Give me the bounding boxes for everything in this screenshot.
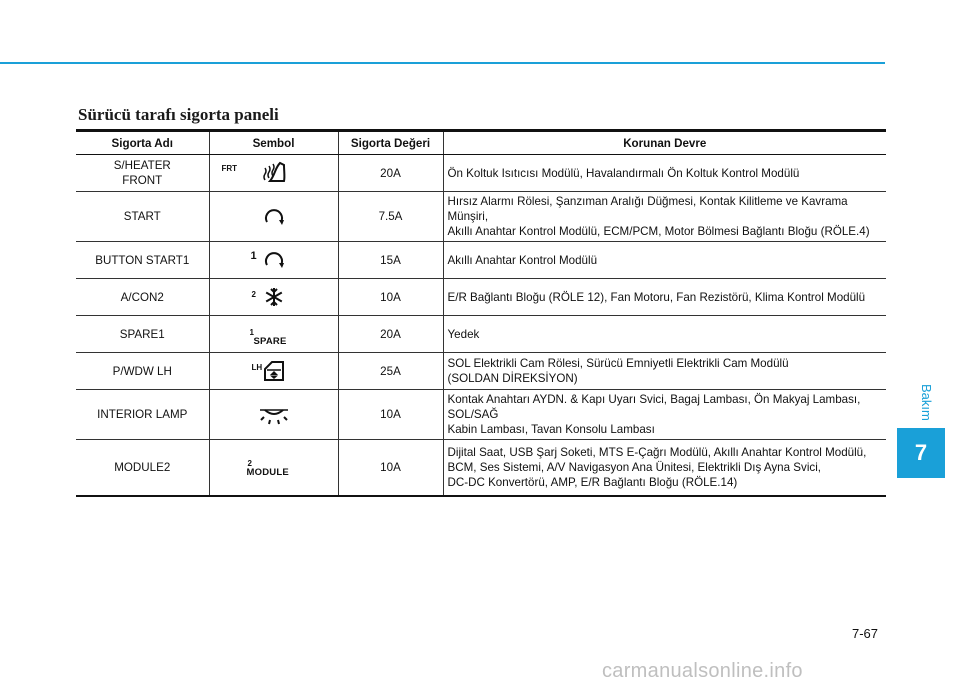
header-protected-circuit: Korunan Devre xyxy=(443,131,886,155)
table-row xyxy=(76,440,886,497)
fuse-rating: 10A xyxy=(338,390,443,440)
fuse-symbol xyxy=(209,316,338,353)
section-title: Sürücü tarafı sigorta paneli xyxy=(78,105,279,124)
protected-circuit: Yedek xyxy=(443,316,886,353)
header-rating: Sigorta Değeri xyxy=(338,131,443,155)
power-window-icon xyxy=(262,360,286,382)
protected-circuit: Hırsız Alarmı Rölesi, Şanzıman Aralığı Düğmesi, Kontak Kilitleme ve Kavrama Münşiri, Akıllı Anahtar Kontrol Modülü, ECM/PCM, Motor Bölmesi Bağlantı Bloğu (RÖLE.4) xyxy=(443,192,886,242)
fuse-name: START xyxy=(76,192,209,242)
seat-heater-icon xyxy=(260,161,288,185)
symbol-superscript: 1 xyxy=(250,250,257,262)
protected-circuit: Kontak Anahtarı AYDN. & Kapı Uyarı Svici, Bagaj Lambası, Ön Makyaj Lambası, SOL/SAĞ Kabin Lambası, Tavan Konsolu Lambası xyxy=(443,390,886,440)
header-symbol: Sembol xyxy=(209,131,338,155)
fuse-symbol xyxy=(209,353,338,390)
symbol-superscript: 2 xyxy=(251,290,256,299)
symbol-superscript: LH xyxy=(251,363,263,372)
header-fuse-name: Sigorta Adı xyxy=(76,131,209,155)
fuse-symbol xyxy=(209,242,338,279)
fuse-name: MODULE2 xyxy=(76,440,209,497)
fuse-rating: 7.5A xyxy=(338,192,443,242)
fuse-rating: 20A xyxy=(338,316,443,353)
page-number: 7-67 xyxy=(852,626,879,641)
fuse-symbol xyxy=(209,390,338,440)
watermark: carmanualsonline.info xyxy=(602,660,803,682)
table-row xyxy=(76,353,886,390)
symbol-superscript: 2 xyxy=(247,459,252,468)
fuse-rating: 15A xyxy=(338,242,443,279)
fuse-symbol xyxy=(209,155,338,192)
header-row xyxy=(76,131,886,155)
fuse-name: S/HEATER FRONT xyxy=(76,155,209,192)
fuse-symbol xyxy=(209,440,338,497)
table-row xyxy=(76,155,886,192)
fuse-name: SPARE1 xyxy=(76,316,209,353)
fuse-name: P/WDW LH xyxy=(76,353,209,390)
symbol-superscript: 1 xyxy=(249,328,254,337)
protected-circuit: SOL Elektrikli Cam Rölesi, Sürücü Emniyetli Elektrikli Cam Modülü (SOLDAN DİREKSİYON) xyxy=(443,353,886,390)
module-symbol-text: MODULE xyxy=(246,467,289,478)
fuse-rating: 10A xyxy=(338,440,443,497)
protected-circuit: Akıllı Anahtar Kontrol Modülü xyxy=(443,242,886,279)
protected-circuit: Ön Koltuk Isıtıcısı Modülü, Havalandırmalı Ön Koltuk Kontrol Modülü xyxy=(443,155,886,192)
top-rule xyxy=(0,62,885,64)
fuse-symbol xyxy=(209,279,338,316)
chapter-tab: 7 xyxy=(897,428,945,478)
snowflake-icon xyxy=(263,286,285,308)
symbol-superscript: FRT xyxy=(221,164,238,173)
fuse-name: A/CON2 xyxy=(76,279,209,316)
table-row xyxy=(76,242,886,279)
table-row xyxy=(76,192,886,242)
fuse-rating: 25A xyxy=(338,353,443,390)
fuse-name: BUTTON START1 xyxy=(76,242,209,279)
spare-symbol-text: SPARE xyxy=(253,336,287,347)
protected-circuit: E/R Bağlantı Bloğu (RÖLE 12), Fan Motoru, Fan Rezistörü, Klima Kontrol Modülü xyxy=(443,279,886,316)
fuse-name: INTERIOR LAMP xyxy=(76,390,209,440)
section-side-label: Bakım xyxy=(919,383,934,421)
protected-circuit: Dijital Saat, USB Şarj Soketi, MTS E-Çağrı Modülü, Akıllı Anahtar Kontrol Modülü, BCM, Ses Sistemi, A/V Navigasyon Ana Ünitesi, Elektrikli Dış Ayna Svici, DC-DC Konvertörü, AMP, E/R Bağlantı Bloğu (RÖLE.14) xyxy=(443,440,886,497)
fuse-rating: 10A xyxy=(338,279,443,316)
interior-lamp-icon xyxy=(256,404,292,426)
table-row xyxy=(76,316,886,353)
fuse-rating: 20A xyxy=(338,155,443,192)
start-arrow-icon xyxy=(262,206,286,228)
fuse-table xyxy=(76,129,886,497)
table-row xyxy=(76,279,886,316)
start-arrow-icon xyxy=(262,249,286,271)
table-row xyxy=(76,390,886,440)
fuse-symbol xyxy=(209,192,338,242)
